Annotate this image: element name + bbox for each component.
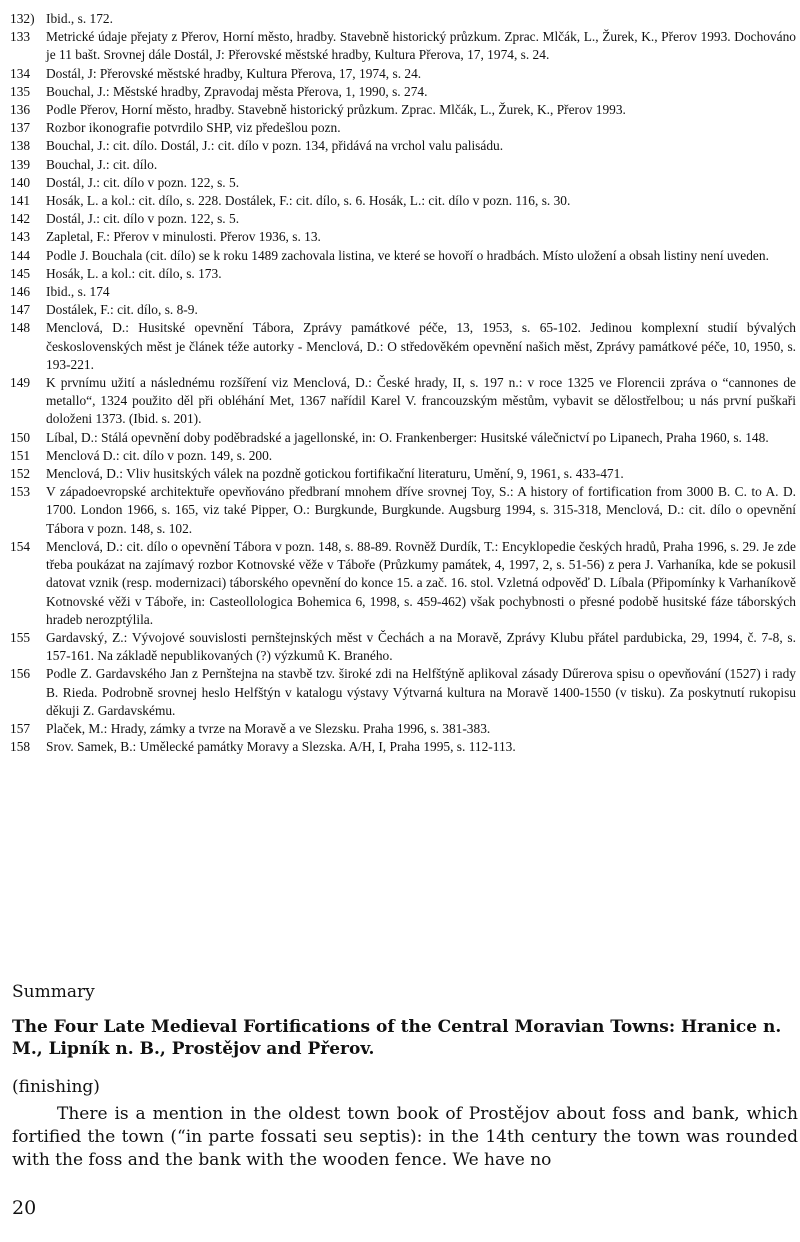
footnote xyxy=(10,301,796,319)
footnote-number: 138 xyxy=(10,138,31,154)
footnote-text: Gardavský, Z.: Vývojové souvislosti pernštejnských měst v Čechách a na Moravě, Zprávy Klubu přátel pardubicka, 29, 1994, č. 7-8, s. 157-161. Na základě nepublikovaných (?) výzkumů K. Braného. xyxy=(46,629,796,664)
footnote-text: Srov. Samek, B.: Umělecké památky Moravy a Slezska. A/H, I, Praha 1995, s. 112-113. xyxy=(46,739,516,755)
footnote-number: 136 xyxy=(10,102,31,118)
footnote xyxy=(10,247,796,265)
footnote xyxy=(10,738,796,756)
footnote-text: Menclová, D.: Vliv husitských válek na pozdně gotickou fortifikační literaturu, Umění, 9, 1961, s. 433-471. xyxy=(46,466,624,482)
page-number: 20 xyxy=(12,1197,37,1219)
footnote-number: 147 xyxy=(10,302,31,318)
footnote xyxy=(10,538,796,629)
summary-subtitle: (finishing) xyxy=(12,1077,100,1097)
footnote-text: Hosák, L. a kol.: cit. dílo, s. 228. Dostálek, F.: cit. dílo, s. 6. Hosák, L.: cit. dílo v pozn. 116, s. 30. xyxy=(46,193,571,209)
summary-paragraph: There is a mention in the oldest town book of Prostějov about foss and bank, which fortified the town (“in parte fossati seu septis): in the 14th century the town was rounded with the foss and the bank with the wooden fence. We have no xyxy=(12,1104,798,1170)
footnote-text: Menclová D.: cit. dílo v pozn. 149, s. 200. xyxy=(46,447,273,463)
footnote-number: 156 xyxy=(10,666,31,682)
footnote xyxy=(10,228,796,246)
footnote-text: Hosák, L. a kol.: cit. dílo, s. 173. xyxy=(46,265,222,281)
footnote-number: 157 xyxy=(10,720,31,736)
footnotes-list xyxy=(10,10,796,756)
footnote-number: 132) xyxy=(10,11,35,26)
footnote-number: 151 xyxy=(10,447,31,463)
footnote-text: Dostál, J: Přerovské městské hradby, Kultura Přerova, 17, 1974, s. 24. xyxy=(46,65,422,81)
footnote-text: Bouchal, J.: cit. dílo. xyxy=(46,156,158,172)
footnote xyxy=(10,192,796,210)
summary-title: The Four Late Medieval Fortifications of the Central Moravian Towns: Hranice n. M., Lipník n. B., Prostějov and Přerov. xyxy=(12,1017,782,1059)
footnote-number: 144 xyxy=(10,247,31,263)
footnote xyxy=(10,665,796,720)
footnote xyxy=(10,483,796,538)
footnote-number: 158 xyxy=(10,739,31,755)
footnote-number: 150 xyxy=(10,429,31,445)
footnote xyxy=(10,629,796,665)
footnote-text: Ibid., s. 172. xyxy=(46,11,113,26)
footnote-number: 143 xyxy=(10,229,31,245)
footnote-text: Zapletal, F.: Přerov v minulosti. Přerov 1936, s. 13. xyxy=(46,229,321,245)
footnote xyxy=(10,720,796,738)
footnote xyxy=(10,374,796,429)
footnote-number: 141 xyxy=(10,193,31,209)
footnote xyxy=(10,319,796,374)
footnote xyxy=(10,265,796,283)
footnote-text: Líbal, D.: Stálá opevnění doby poděbradské a jagellonské, in: O. Frankenberger: Husitské válečnictví po Lipanech, Praha 1960, s. 148. xyxy=(46,429,769,445)
footnote xyxy=(10,119,796,137)
footnote xyxy=(10,174,796,192)
footnote xyxy=(10,83,796,101)
footnote xyxy=(10,10,796,28)
footnote xyxy=(10,210,796,228)
footnote xyxy=(10,101,796,119)
footnote-text: Plaček, M.: Hrady, zámky a tvrze na Moravě a ve Slezsku. Praha 1996, s. 381-383. xyxy=(46,720,491,736)
footnote-text: Bouchal, J.: cit. dílo. Dostál, J.: cit. dílo v pozn. 134, přidává na vrchol valu palisádu. xyxy=(46,138,504,154)
footnote-number: 133 xyxy=(10,29,31,45)
footnote-number: 134 xyxy=(10,65,31,81)
footnote-number: 135 xyxy=(10,83,31,99)
footnote xyxy=(10,429,796,447)
footnote-number: 154 xyxy=(10,538,31,554)
footnote-number: 139 xyxy=(10,156,31,172)
footnote-text: Podle Přerov, Horní město, hradby. Stavebně historický průzkum. Zprac. Mlčák, L., Žurek, K., Přerov 1993. xyxy=(46,102,626,118)
footnote xyxy=(10,447,796,465)
footnote-number: 142 xyxy=(10,211,31,227)
footnote-text: Podle Z. Gardavského Jan z Pernštejna na stavbě tzv. široké zdi na Helfštýně aplikoval zásady Dűrerova spisu o opevňování (1527) i rady B. Rieda. Podrobně srovnej heslo Helfštýn v katalogu výstavy Výtvarná kultura na Moravě 1400-1550 (v tisku). Za poskytnutí rukopisu děkuji Z. Gardavskému. xyxy=(46,666,796,718)
footnote-text: Podle J. Bouchala (cit. dílo) se k roku 1489 zachovala listina, ve které se hovoří o hradbách. Místo uložení a obsah listiny není uveden. xyxy=(46,247,769,263)
footnote-number: 155 xyxy=(10,629,31,645)
footnote-number: 152 xyxy=(10,466,31,482)
footnote-text: V západoevropské architektuře opevňováno předbraní mnohem dříve srovnej Toy, S.: A history of fortification from 3000 B. C. to A. D. 1700. London 1966, s. 165, viz také Pipper, O.: Burgkunde, Burgkunde. Augsburg 1994, s. 315-318, Menclová, D.: cit. dílo o opevnění Tábora v pozn. 148, s. 102. xyxy=(46,484,796,536)
footnote-text: Menclová, D.: cit. dílo o opevnění Tábora v pozn. 148, s. 88-89. Rovněž Durdík, T.: Encyklopedie českých hradů, Praha 1996, s. 29. Je zde třeba poukázat na zajímavý rozbor Kotnovské věže v Táboře (Průzkumy památek, 4, 1997, 2, s. 51-56) z pera J. Varhaníka, kde se pokusil datovat vznik (resp. modernizaci) táborského opevnění do konce 15. a zač. 16. stol. Vzletná odpověď D. Líbala (Připomínky k Varhaníkově Kotnovské věži v Táboře, in: Casteollologica Bohemica 6, 1998, s. 459-462) však pochybnosti o přesné podobě husitské fáze táborských hradeb nerozptýlila. xyxy=(46,538,796,627)
footnote-number: 137 xyxy=(10,120,31,136)
footnote xyxy=(10,156,796,174)
footnote-number: 140 xyxy=(10,174,31,190)
footnote xyxy=(10,28,796,64)
footnote xyxy=(10,65,796,83)
footnote-number: 153 xyxy=(10,484,31,500)
footnote-number: 148 xyxy=(10,320,31,336)
footnote-text: Dostálek, F.: cit. dílo, s. 8-9. xyxy=(46,302,198,318)
footnote-text: Dostál, J.: cit. dílo v pozn. 122, s. 5. xyxy=(46,174,240,190)
footnote-text: Bouchal, J.: Městské hradby, Zpravodaj města Přerova, 1, 1990, s. 274. xyxy=(46,83,428,99)
footnote-number: 149 xyxy=(10,375,31,391)
footnote-text: Metrické údaje přejaty z Přerov, Horní město, hradby. Stavebně historický průzkum. Zprac. Mlčák, L., Žurek, K., Přerov 1993. Dochováno je 11 bašt. Srovnej dále Dostál, J: Přerovské městské hradby, Kultura Přerova, 17, 1974, s. 24. xyxy=(46,29,796,63)
footnote xyxy=(10,283,796,301)
footnote-number: 146 xyxy=(10,284,31,300)
footnote-text: Dostál, J.: cit. dílo v pozn. 122, s. 5. xyxy=(46,211,240,227)
footnote xyxy=(10,465,796,483)
footnote-text: Rozbor ikonografie potvrdilo SHP, viz předešlou pozn. xyxy=(46,120,341,136)
footnote-text: K prvnímu užití a následnému rozšíření viz Menclová, D.: České hrady, II, s. 197 n.: v roce 1325 ve Florencii zpráva o “cannones de metallo“, 1324 použito děl při obléhání Met, 1367 nařídil Karel V. francouzským městům, vybavit se dělostřelbou; u nás první puškaři doloženi 1373. (Ibid. s. 201). xyxy=(46,375,796,427)
summary-heading: Summary xyxy=(12,982,95,1002)
footnote-text: Menclová, D.: Husitské opevnění Tábora, Zprávy památkové péče, 13, 1953, s. 65-102. Jedinou komplexní studií bývalých československých měst je článek téže autorky - Menclová, D.: O středověkém opevnění našich měst, Zprávy památkové péče, 10, 1950, s. 193-221. xyxy=(46,320,796,372)
footnote-text: Ibid., s. 174 xyxy=(46,284,110,300)
footnote-number: 145 xyxy=(10,265,31,281)
footnote xyxy=(10,137,796,155)
